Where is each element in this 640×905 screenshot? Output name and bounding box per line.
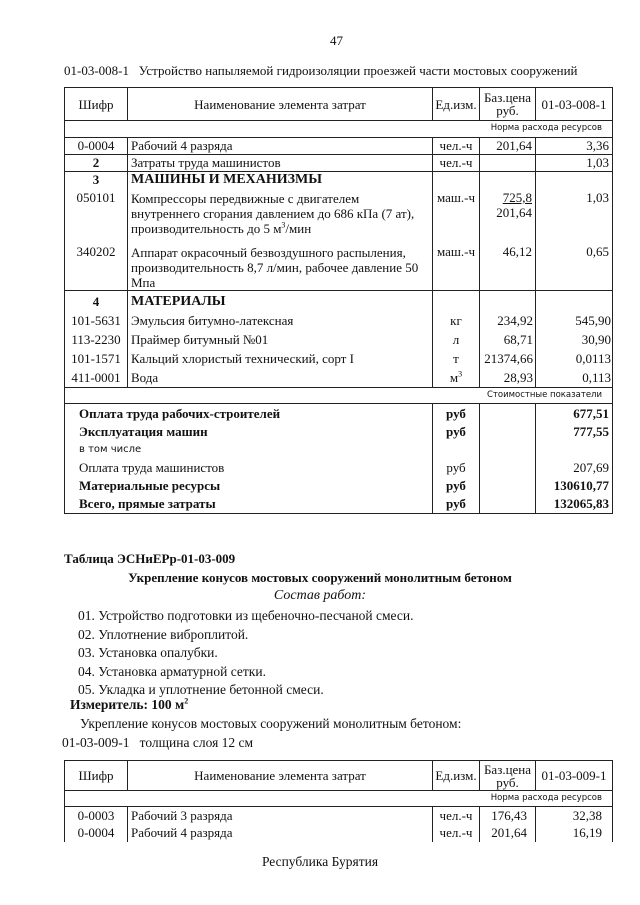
summary-name: Всего, прямые затраты: [79, 496, 216, 511]
superscript: 3: [458, 369, 463, 379]
table-row: [65, 807, 613, 842]
cell-name: Аппарат окрасочный безвоздушного распыления, производительность 8,7 л/мин, рабочее давление 50 Мпа: [131, 245, 419, 290]
cell-code: 411-0001: [71, 370, 121, 385]
measure-text: Измеритель: 100 м: [70, 697, 185, 712]
cell-code: 101-1571: [71, 351, 121, 366]
summary-name: Оплата труда рабочих-строителей: [79, 406, 281, 421]
superscript: 2: [184, 696, 189, 706]
header-norm: 01-03-009-1: [536, 761, 613, 791]
measure: [70, 697, 188, 713]
page-number: 47: [330, 33, 343, 48]
section-title-text: Устройство напыляемой гидроизоляции проезжей части мостовых сооружений: [138, 63, 578, 78]
cell-code: 0-0004: [65, 138, 128, 155]
summary-unit: руб: [446, 406, 466, 421]
work-item: 04. Установка арматурной сетки.: [78, 663, 266, 679]
summary-value: 677,51: [573, 406, 609, 421]
footer: Республика Бурятия: [261, 854, 379, 869]
norm-label: Норма расхода ресурсов: [65, 791, 613, 807]
cell-price: 234,92: [497, 313, 533, 328]
cell-value: 32,38: [572, 808, 602, 823]
cell-value: 545,90: [575, 313, 611, 328]
machines-section: [65, 172, 613, 291]
header-price: Баз.цена руб.: [480, 761, 536, 791]
cell-code: 0-0004: [77, 825, 115, 840]
summary-name: Материальные ресурсы: [79, 478, 221, 493]
variant-line: [62, 735, 253, 751]
cell-name: Рабочий 4 разряда: [128, 138, 433, 155]
works-label: Состав работ:: [273, 588, 367, 603]
name-text: Компрессоры передвижные с двигателем внутреннего сгорания давлением до 686 кПа (7 ат), производительность до 5 м: [131, 191, 415, 236]
cell-value: 1,03: [536, 155, 613, 172]
cell-unit: чел.-ч: [433, 155, 480, 172]
cell-name: Затраты труда машинистов: [128, 155, 433, 172]
cell-value: 30,90: [581, 332, 611, 347]
work-item: 05. Укладка и уплотнение бетонной смеси.: [78, 682, 324, 697]
summary-unit: руб: [446, 496, 466, 511]
cost-label: Стоимостные показатели: [65, 388, 613, 404]
table-row: [65, 138, 613, 155]
materials-section: [65, 291, 613, 388]
summary-value: 132065,83: [553, 496, 609, 511]
cell-price: [480, 155, 536, 172]
section-title: [64, 63, 578, 79]
cell-price: 21374,66: [484, 351, 533, 366]
summary-unit: руб: [446, 478, 466, 493]
machines-code: 3: [92, 172, 100, 187]
section-heading: Укрепление конусов мостовых сооружений монолитным бетоном: [128, 570, 512, 585]
unit-text: м: [449, 370, 459, 385]
cell-unit: [433, 368, 479, 387]
header-unit: Ед.изм.: [433, 761, 480, 791]
resource-table-1: [64, 87, 613, 514]
cell-unit: маш.-ч: [436, 244, 476, 259]
header-code: Шифр: [65, 761, 128, 791]
cell-value: 0,0113: [575, 351, 611, 366]
cell-name: Рабочий 4 разряда: [131, 825, 233, 840]
cell-price-2: 201,64: [496, 205, 532, 220]
cell-unit: л: [452, 332, 460, 347]
cell-price: 46,12: [502, 244, 532, 259]
cell-name: Кальций хлористый технический, сорт I: [131, 351, 354, 366]
cell-unit: чел.-ч: [439, 808, 473, 823]
cell-value: 0,113: [582, 370, 611, 385]
cell-price: 725,8: [502, 190, 532, 205]
section-description: Укрепление конусов мостовых сооружений монолитным бетоном:: [80, 716, 462, 731]
cell-price: 176,43: [491, 808, 527, 823]
cell-code: 101-5631: [71, 313, 121, 328]
cell-name: Вода: [131, 370, 159, 385]
header-name: Наименование элемента затрат: [128, 761, 433, 791]
variant-text: толщина слоя 12 см: [139, 735, 254, 750]
materials-code: 4: [92, 294, 100, 309]
header-price: Баз.цена руб.: [480, 88, 536, 121]
cell-code: 050101: [76, 190, 116, 205]
cell-code: 2: [65, 155, 128, 172]
cell-unit: маш.-ч: [436, 190, 476, 205]
summary-unit: руб: [446, 424, 466, 439]
cell-code: 0-0003: [77, 808, 115, 823]
table-row: [65, 155, 613, 172]
works-list: [78, 607, 413, 700]
cell-code: 340202: [76, 244, 116, 259]
summary-unit: руб: [446, 460, 466, 475]
work-item: 01. Устройство подготовки из щебеночно-песчаной смеси.: [78, 608, 414, 623]
cell-name: [131, 190, 429, 245]
cell-price: 28,93: [503, 370, 533, 385]
cell-name: Эмульсия битумно-латексная: [131, 313, 294, 328]
cell-unit: чел.-ч: [433, 138, 480, 155]
work-item: 02. Уплотнение виброплитой.: [78, 626, 249, 642]
summary-name: Оплата труда машинистов: [79, 460, 225, 475]
superscript: 3: [281, 220, 286, 230]
header-name: Наименование элемента затрат: [128, 88, 433, 121]
cell-value: 1,03: [586, 190, 609, 205]
cell-unit: кг: [450, 313, 462, 328]
summary-section: [65, 404, 613, 514]
cell-value: 0,65: [586, 244, 609, 259]
cell-value: 16,19: [572, 825, 602, 840]
header-norm: 01-03-008-1: [536, 88, 613, 121]
cell-price: 201,64: [480, 138, 536, 155]
cell-name: Праймер битумный №01: [131, 332, 269, 347]
cell-value: 3,36: [536, 138, 613, 155]
table-title: Таблица ЭСНиЕРр-01-03-009: [64, 551, 236, 566]
summary-name: Эксплуатация машин: [79, 424, 208, 439]
norm-label: Норма расхода ресурсов: [65, 121, 613, 138]
section-code: 01-03-008-1: [64, 63, 129, 78]
work-item: 03. Установка опалубки.: [78, 645, 218, 660]
cell-price: 201,64: [491, 825, 527, 840]
resource-table-2: [64, 760, 613, 842]
cell-price: 68,71: [503, 332, 533, 347]
header-unit: Ед.изм.: [433, 88, 480, 121]
summary-value: 777,55: [573, 424, 609, 439]
machines-title: МАШИНЫ И МЕХАНИЗМЫ: [131, 172, 323, 187]
cell-unit: т: [453, 351, 459, 366]
summary-value: 130610,77: [553, 478, 609, 493]
cell-code: 113-2230: [71, 332, 121, 347]
name-tail: /мин: [285, 221, 312, 236]
summary-value: 207,69: [573, 460, 609, 475]
cell-name: Рабочий 3 разряда: [131, 808, 233, 823]
materials-title: МАТЕРИАЛЫ: [131, 294, 226, 309]
summary-name: в том числе: [79, 444, 142, 455]
cell-unit: чел.-ч: [439, 825, 473, 840]
header-code: Шифр: [65, 88, 128, 121]
variant-code: 01-03-009-1: [62, 735, 130, 750]
